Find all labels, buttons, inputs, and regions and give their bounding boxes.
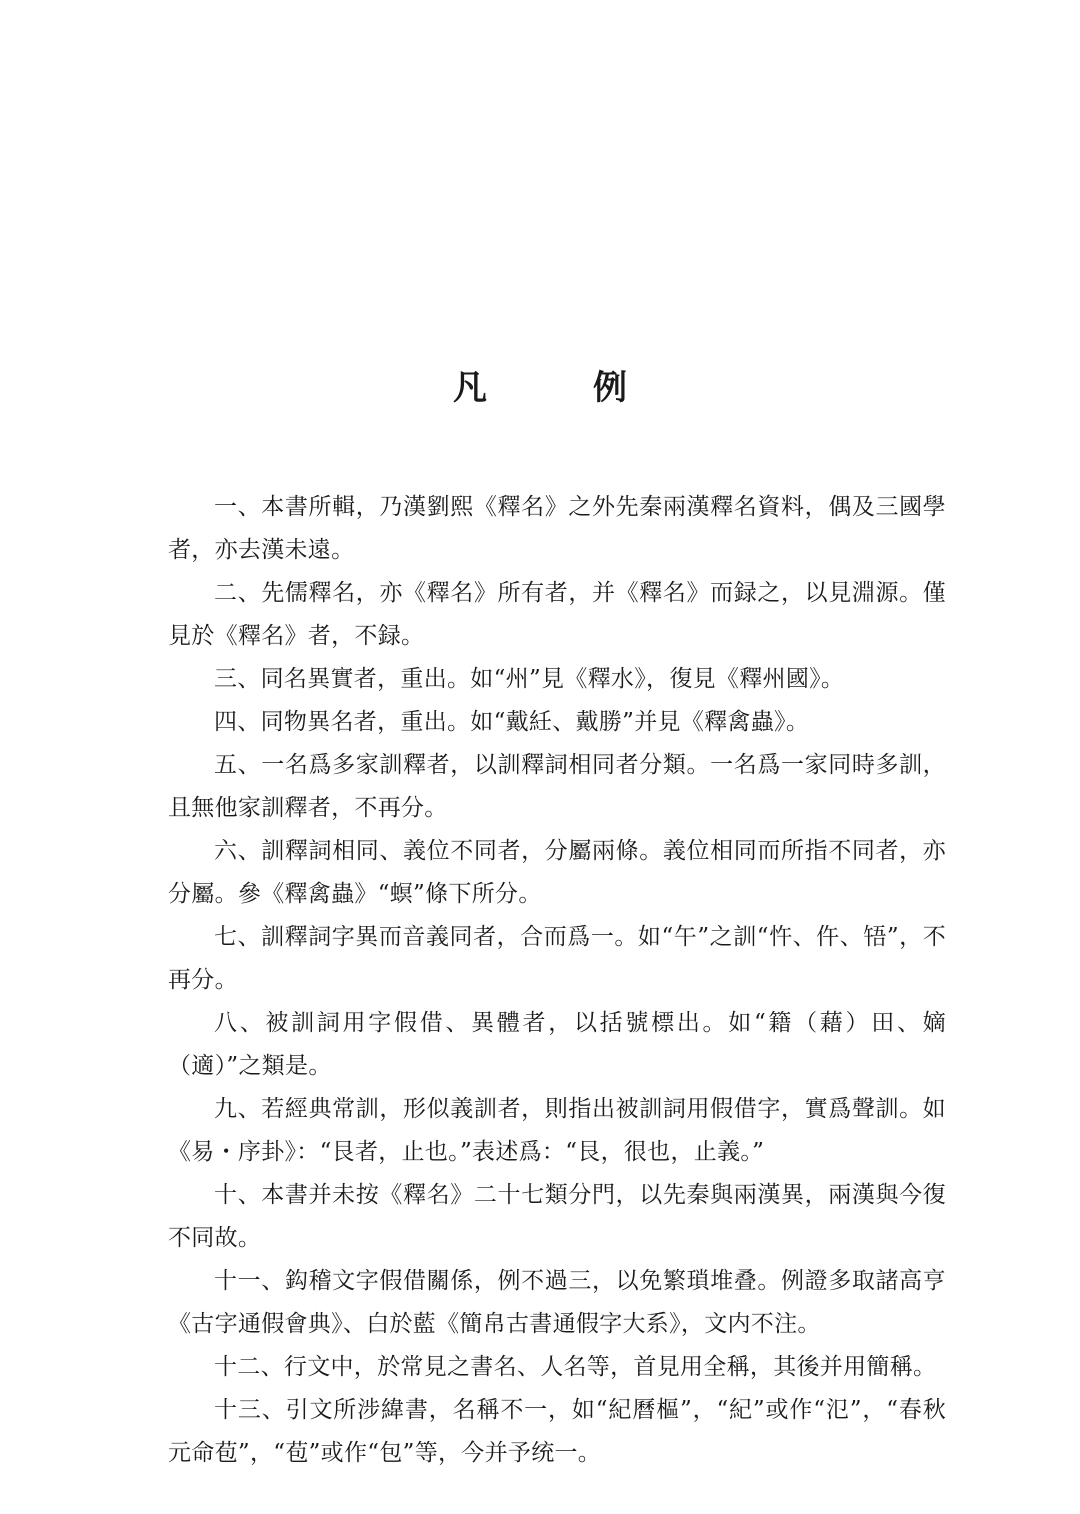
convention-item-7: 七、訓釋詞字異而音義同者，合而爲一。如“午”之訓“忤、仵、啎”，不再分。 <box>168 924 946 993</box>
convention-item-10: 十、本書并未按《釋名》二十七類分門，以先秦與兩漢異，兩漢與今復不同故。 <box>168 1182 946 1251</box>
convention-item-13: 十三、引文所涉緯書，名稱不一，如“紀曆樞”，“紀”或作“氾”，“春秋元命苞”，“苞”或作“包”等，今并予统一。 <box>168 1397 946 1466</box>
convention-item-9: 九、若經典常訓，形似義訓者，則指出被訓詞用假借字，實爲聲訓。如《易・序卦》：“艮者，止也。”表述爲：“艮，很也，止義。” <box>168 1096 946 1165</box>
page-title: 凡 例 <box>453 368 663 408</box>
convention-item-3: 三、同名異實者，重出。如“州”見《釋水》，復見《釋州國》。 <box>214 666 845 692</box>
convention-item-8: 八、被訓詞用字假借、異體者，以括號標出。如“籍（藉）田、嫡（適）”之類是。 <box>168 1010 946 1079</box>
convention-item-5: 五、一名爲多家訓釋者，以訓釋詞相同者分類。一名爲一家同時多訓，且無他家訓釋者，不再分。 <box>168 752 946 821</box>
convention-item-1: 一、本書所輯，乃漢劉熙《釋名》之外先秦兩漢釋名資料，偶及三國學者，亦去漢未遠。 <box>168 494 946 563</box>
convention-item-6: 六、訓釋詞相同、義位不同者，分屬兩條。義位相同而所指不同者，亦分屬。參《釋禽蟲》“螟”條下所分。 <box>168 838 946 907</box>
convention-item-2: 二、先儒釋名，亦《釋名》所有者，并《釋名》而録之，以見淵源。僅見於《釋名》者，不録。 <box>168 580 946 649</box>
convention-item-4: 四、同物異名者，重出。如“戴紝、戴勝”并見《釋禽蟲》。 <box>214 709 810 735</box>
conventions-list <box>168 486 946 1475</box>
convention-item-11: 十一、鈎稽文字假借關係，例不過三，以免繁瑣堆叠。例證多取諸高亨《古字通假會典》、白於藍《簡帛古書通假字大系》，文内不注。 <box>168 1268 946 1337</box>
convention-item-12: 十二、行文中，於常見之書名、人名等，首見用全稱，其後并用簡稱。 <box>214 1354 937 1380</box>
